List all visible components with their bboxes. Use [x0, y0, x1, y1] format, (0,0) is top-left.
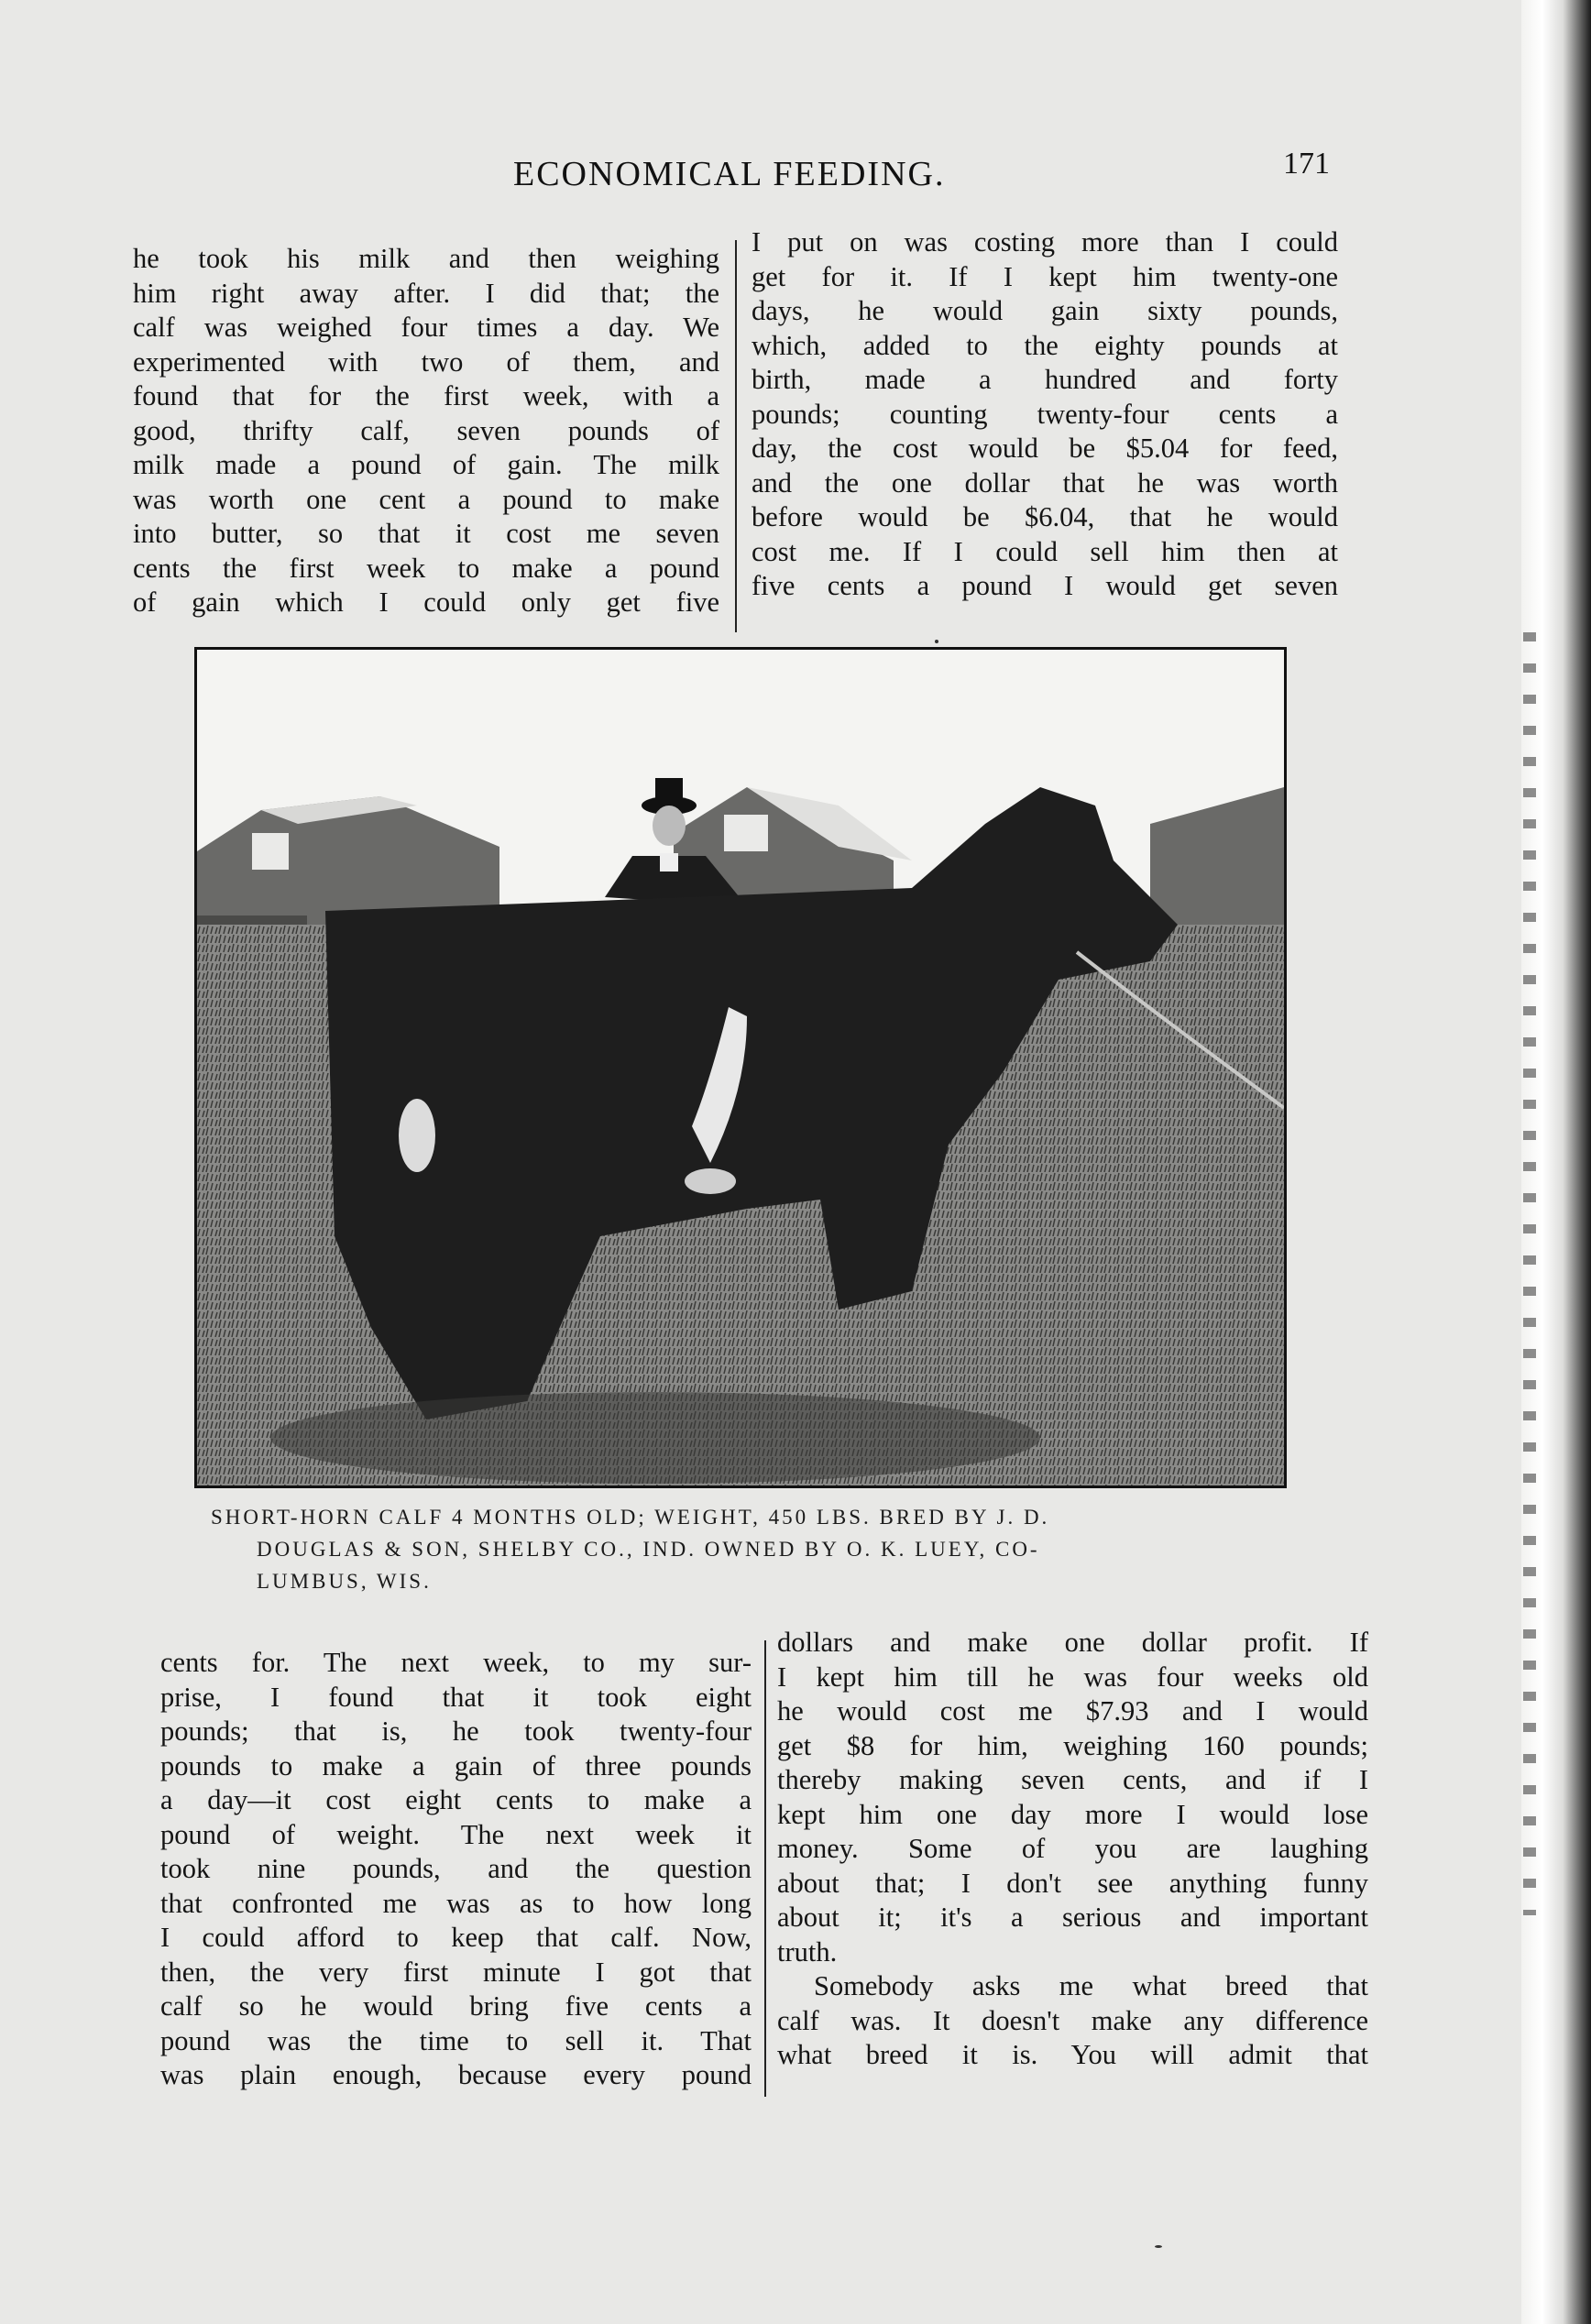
column-divider-top — [735, 240, 737, 632]
text-line: kept him one day more I would lose — [777, 1798, 1368, 1830]
text-line: milk made a pound of gain. The milk — [133, 449, 719, 480]
text-line: calf so he would bring five cents a — [160, 1990, 752, 2022]
text-line: pounds; counting twenty-four cents a — [752, 398, 1338, 430]
text-line: pounds to make a gain of three pounds — [160, 1749, 752, 1781]
bottom-left-column — [160, 1646, 752, 2093]
text-line: get $8 for him, weighing 160 pounds; — [777, 1729, 1368, 1761]
text-line: pound was the time to sell it. That — [160, 2024, 752, 2056]
text-line: get for it. If I kept him twenty-one — [752, 260, 1338, 292]
text-line: Somebody asks me what breed that — [814, 1970, 1368, 2001]
column-divider-bottom — [764, 1640, 766, 2097]
top-right-column — [752, 225, 1338, 604]
text-line: about that; I don't see anything funny — [777, 1867, 1368, 1899]
print-speck — [935, 640, 938, 643]
text-line: thereby making seven cents, and if I — [777, 1764, 1368, 1795]
text-line: birth, made a hundred and forty — [752, 364, 1338, 395]
text-line: of gain which I could only get five — [133, 586, 719, 618]
text-line: about it; it's a serious and important — [777, 1902, 1368, 1933]
text-line: he took his milk and then weighing — [133, 243, 719, 274]
text-line: money. Some of you are laughing — [777, 1833, 1368, 1864]
bottom-right-column — [777, 1626, 1368, 2073]
text-line: took nine pounds, and the question — [160, 1853, 752, 1884]
caption-line: SHORT-HORN CALF 4 MONTHS OLD; WEIGHT, 450 LBS. BRED BY J. D. — [211, 1506, 1050, 1529]
text-line: I kept him till he was four weeks old — [777, 1661, 1368, 1693]
calf-photograph — [194, 647, 1287, 1488]
text-line: calf was weighed four times a day. We — [133, 312, 719, 343]
text-line: I put on was costing more than I could — [752, 226, 1338, 258]
text-line: into butter, so that it cost me seven — [133, 518, 719, 549]
text-line: pounds; that is, he took twenty-four — [160, 1716, 752, 1747]
text-line: good, thrifty calf, seven pounds of — [133, 414, 719, 446]
text-line: day, the cost would be $5.04 for feed, — [752, 433, 1338, 464]
text-line: truth. — [777, 1935, 838, 1968]
text-line: prise, I found that it took eight — [160, 1681, 752, 1713]
print-speck — [1155, 2245, 1162, 2248]
text-line: pound of weight. The next week it — [160, 1818, 752, 1850]
text-line: then, the very first minute I got that — [160, 1956, 752, 1988]
caption-line: DOUGLAS & SON, SHELBY CO., IND. OWNED BY O. K. LUEY, CO- — [257, 1538, 1040, 1561]
text-line: what breed it is. You will admit that — [777, 2039, 1368, 2070]
spine-marks — [1523, 632, 1536, 1915]
caption-line: LUMBUS, WIS. — [257, 1570, 432, 1593]
top-left-column — [133, 242, 719, 620]
page-number: 171 — [1283, 147, 1330, 181]
text-line: him right away after. I did that; the — [133, 277, 719, 309]
text-line: that confronted me was as to how long — [160, 1887, 752, 1919]
text-line: dollars and make one dollar profit. If — [777, 1627, 1368, 1658]
text-line: which, added to the eighty pounds at — [752, 329, 1338, 361]
text-line: was worth one cent a pound to make — [133, 483, 719, 515]
ground-shadow — [270, 1392, 1040, 1484]
text-line: days, he would gain sixty pounds, — [752, 295, 1338, 326]
running-head: ECONOMICAL FEEDING. — [513, 155, 946, 193]
text-line: five cents a pound I would get seven — [752, 570, 1338, 601]
text-line: calf was. It doesn't make any difference — [777, 2004, 1368, 2036]
page-header — [0, 147, 1375, 211]
text-line: cents the first week to make a pound — [133, 552, 719, 584]
text-line: a day—it cost eight cents to make a — [160, 1784, 752, 1815]
text-line: experimented with two of them, and — [133, 345, 719, 378]
text-line: found that for the first week, with a — [133, 380, 719, 411]
text-line: he would cost me $7.93 and I would — [777, 1695, 1368, 1727]
text-line: I could afford to keep that calf. Now, — [160, 1922, 752, 1953]
photo-caption — [211, 1501, 1311, 1597]
photo-illustration — [197, 650, 1284, 1485]
text-line: was plain enough, because every pound — [160, 2059, 752, 2090]
text-line: and the one dollar that he was worth — [752, 466, 1338, 499]
text-line: before would be $6.04, that he would — [752, 501, 1338, 532]
text-line: cents for. The next week, to my sur- — [160, 1647, 752, 1678]
text-line: cost me. If I could sell him then at — [752, 535, 1338, 567]
